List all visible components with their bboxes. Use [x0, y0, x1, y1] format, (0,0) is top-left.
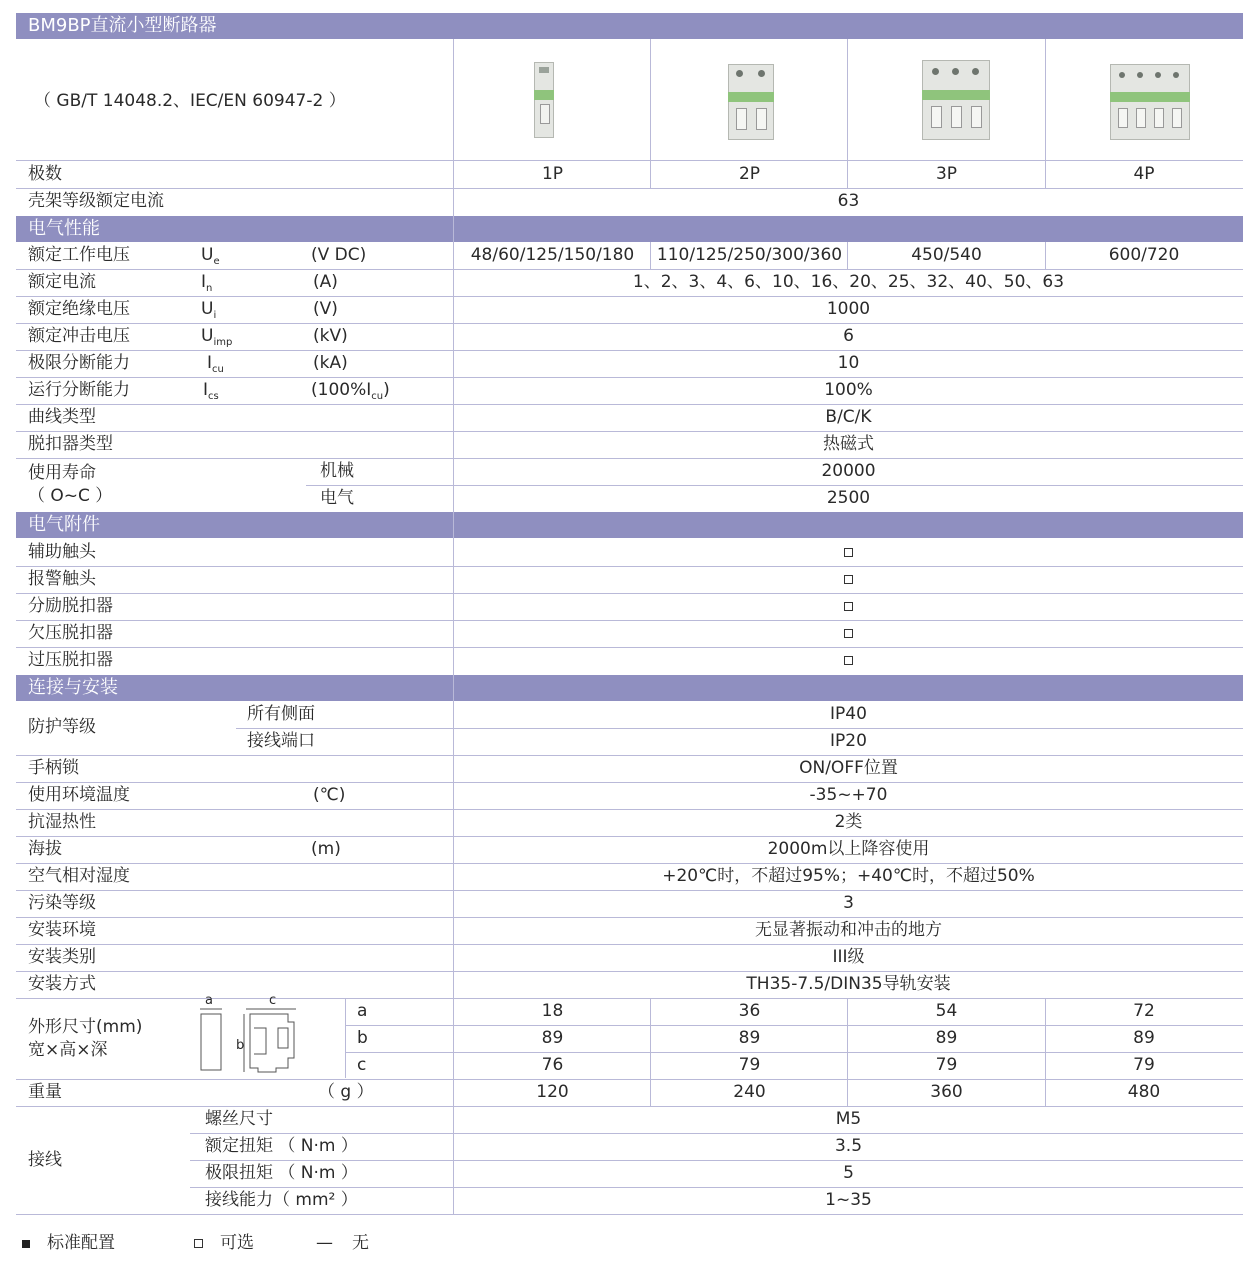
release-label: 脱扣器类型 [28, 434, 113, 454]
dim-a-3p: 54 [935, 1001, 958, 1021]
torque-value: 3.5 [834, 1136, 863, 1156]
humidity-label: 空气相对湿度 [28, 866, 130, 886]
current-label: 额定电流 [28, 272, 96, 292]
weight-3p: 360 [930, 1082, 963, 1102]
voltage-unit: (V DC) [311, 245, 367, 265]
insulation-symbol: $U_i$ [201, 299, 217, 321]
method-label: 安装方式 [28, 974, 96, 994]
dim-c-2p: 79 [738, 1055, 761, 1075]
weight-4p: 480 [1127, 1082, 1161, 1102]
life-label: 使用寿命 [28, 463, 96, 483]
protection-label: 防护等级 [28, 717, 96, 737]
accessory-label: 辅助触头 [28, 542, 96, 562]
divider [1045, 998, 1046, 1106]
dim-a-2p: 36 [738, 1001, 761, 1021]
dim-b-3p: 89 [935, 1028, 958, 1048]
service-value: 100% [824, 380, 873, 400]
service-label: 运行分断能力 [28, 380, 130, 400]
dim-fig-a: a [205, 993, 213, 1008]
breaker-outline-icon [196, 998, 302, 1078]
ultimate-value: 10 [837, 353, 860, 373]
temp-unit: (℃) [313, 785, 346, 805]
protection-terminal-value: IP20 [830, 731, 867, 751]
insulation-label: 额定绝缘电压 [28, 299, 130, 319]
optional-square-icon [844, 575, 853, 584]
accessory-label: 欠压脱扣器 [28, 623, 113, 643]
life-elec-label: 电气 [320, 488, 354, 508]
pollution-value: 3 [843, 893, 854, 913]
env-value: 无显著振动和冲击的地方 [755, 920, 942, 940]
dimension-label: 外形尺寸(mm) [28, 1017, 143, 1037]
voltage-1p: 48/60/125/150/180 [470, 245, 635, 265]
optional-marker [454, 539, 1243, 566]
wiring-label: 接线 [28, 1150, 62, 1170]
ultimate-label: 极限分断能力 [28, 353, 130, 373]
optional-marker [454, 566, 1243, 593]
protection-terminal-label: 接线端口 [247, 731, 315, 751]
insulation-unit: (V) [313, 299, 338, 319]
altitude-label: 海拔 [28, 839, 62, 859]
optional-square-icon [844, 602, 853, 611]
divider [847, 39, 848, 188]
dim-key-a: a [357, 1001, 368, 1021]
pole-1p: 1P [541, 164, 564, 184]
altitude-unit: (m) [311, 839, 341, 859]
pole-3p: 3P [935, 164, 958, 184]
divider [847, 242, 848, 269]
life-mech-label: 机械 [320, 461, 354, 481]
limit-torque-value: 5 [843, 1163, 854, 1183]
impulse-symbol: $U_{imp}$ [201, 326, 233, 348]
pole-4p: 4P [1133, 164, 1155, 184]
handle-value: ON/OFF位置 [799, 758, 898, 778]
category-value: III级 [832, 947, 865, 967]
temp-label: 使用环境温度 [28, 785, 130, 805]
product-image-1p [528, 62, 564, 138]
capacity-label: 接线能力（ mm² ） [205, 1190, 358, 1210]
release-value: 热磁式 [823, 434, 874, 454]
service-symbol: $I_{cs}$ [203, 380, 219, 402]
voltage-4p: 600/720 [1108, 245, 1180, 265]
optional-square-icon [194, 1239, 203, 1248]
impulse-value: 6 [843, 326, 854, 346]
legend [20, 1230, 520, 1257]
standard-square-icon [22, 1240, 30, 1248]
ultimate-symbol: $I_{cu}$ [207, 353, 224, 375]
product-image-3p [922, 60, 990, 140]
divider [453, 39, 454, 1214]
ultimate-unit: (kA) [313, 353, 348, 373]
protection-sides-value: IP40 [830, 704, 867, 724]
product-image-4p [1110, 64, 1190, 140]
current-value: 1、2、3、4、6、10、16、20、25、32、40、50、63 [632, 272, 1065, 292]
altitude-value: 2000m以上降容使用 [767, 839, 930, 859]
humidity-value: +20℃时，不超过95%；+40℃时，不超过50% [662, 866, 1035, 886]
dim-key-b: b [357, 1028, 368, 1048]
life-sublabel: （ O~C ） [28, 486, 113, 506]
current-symbol: $I_n$ [201, 272, 213, 294]
section-connection: 连接与安装 [16, 675, 1243, 701]
dim-key-c: c [357, 1055, 367, 1075]
current-unit: (A) [313, 272, 338, 292]
weight-1p: 120 [536, 1082, 569, 1102]
protection-sides-label: 所有侧面 [247, 704, 315, 724]
env-label: 安装环境 [28, 920, 96, 940]
optional-square-icon [844, 656, 853, 665]
life-mech-value: 20000 [821, 461, 876, 481]
accessory-label: 分励脱扣器 [28, 596, 113, 616]
dim-b-1p: 89 [541, 1028, 564, 1048]
dim-b-2p: 89 [738, 1028, 761, 1048]
optional-square-icon [844, 548, 853, 557]
divider [650, 242, 651, 269]
impulse-label: 额定冲击电压 [28, 326, 130, 346]
standard-label: （ GB/T 14048.2、IEC/EN 60947-2 ） [34, 91, 346, 111]
dim-a-1p: 18 [541, 1001, 564, 1021]
pole-2p: 2P [738, 164, 761, 184]
divider [1045, 242, 1046, 269]
divider [345, 998, 346, 1078]
optional-marker [454, 620, 1243, 647]
dimension-diagram [196, 993, 302, 1078]
screw-value: M5 [835, 1109, 862, 1129]
accessory-label: 报警触头 [28, 569, 96, 589]
temp-value: -35~+70 [809, 785, 888, 805]
voltage-3p: 450/540 [911, 245, 982, 265]
limit-torque-label: 极限扭矩 （ N·m ） [205, 1163, 358, 1183]
divider [1045, 39, 1046, 188]
dim-fig-b: b [236, 1038, 245, 1053]
divider [847, 998, 848, 1106]
curve-label: 曲线类型 [28, 407, 96, 427]
voltage-symbol: $U_e$ [201, 245, 220, 267]
dim-c-1p: 76 [541, 1055, 564, 1075]
section-electrical: 电气性能 [16, 216, 1243, 242]
dim-c-4p: 79 [1133, 1055, 1155, 1075]
damp-value: 2类 [834, 812, 863, 832]
weight-2p: 240 [733, 1082, 766, 1102]
legend-none: 无 [352, 1233, 369, 1253]
category-label: 安装类别 [28, 947, 96, 967]
legend-standard: 标准配置 [47, 1233, 115, 1253]
voltage-2p: 110/125/250/300/360 [656, 245, 843, 265]
capacity-value: 1~35 [825, 1190, 872, 1210]
impulse-unit: (kV) [313, 326, 348, 346]
weight-unit: （ g ） [318, 1082, 374, 1102]
pollution-label: 污染等级 [28, 893, 96, 913]
screw-label: 螺丝尺寸 [205, 1109, 273, 1129]
dim-fig-c: c [269, 993, 277, 1008]
torque-label: 额定扭矩 （ N·m ） [205, 1136, 358, 1156]
optional-marker [454, 593, 1243, 620]
dimension-sublabel: 宽×高×深 [28, 1040, 108, 1060]
damp-label: 抗湿热性 [28, 812, 96, 832]
service-unit: $(100\%I_{cu})$ [311, 380, 390, 402]
frame-current-value: 63 [837, 191, 860, 211]
product-image-2p [728, 64, 774, 140]
insulation-value: 1000 [826, 299, 871, 319]
divider [650, 998, 651, 1106]
frame-current-label: 壳架等级额定电流 [28, 191, 164, 211]
divider [16, 1214, 1243, 1215]
weight-label: 重量 [28, 1082, 62, 1102]
legend-none-symbol: — [316, 1233, 333, 1253]
optional-square-icon [844, 629, 853, 638]
curve-value: B/C/K [825, 407, 872, 427]
divider [650, 39, 651, 188]
section-accessories: 电气附件 [16, 512, 1243, 538]
life-elec-value: 2500 [826, 488, 871, 508]
poles-label: 极数 [28, 164, 62, 184]
dim-c-3p: 79 [935, 1055, 958, 1075]
optional-marker [454, 647, 1243, 674]
voltage-label: 额定工作电压 [28, 245, 130, 265]
table-title: BM9BP直流小型断路器 [16, 13, 1243, 39]
dim-b-4p: 89 [1133, 1028, 1155, 1048]
accessory-label: 过压脱扣器 [28, 650, 113, 670]
method-value: TH35-7.5/DIN35导轨安装 [746, 974, 951, 994]
handle-label: 手柄锁 [28, 758, 79, 778]
legend-optional: 可选 [220, 1233, 254, 1253]
dim-a-4p: 72 [1133, 1001, 1155, 1021]
